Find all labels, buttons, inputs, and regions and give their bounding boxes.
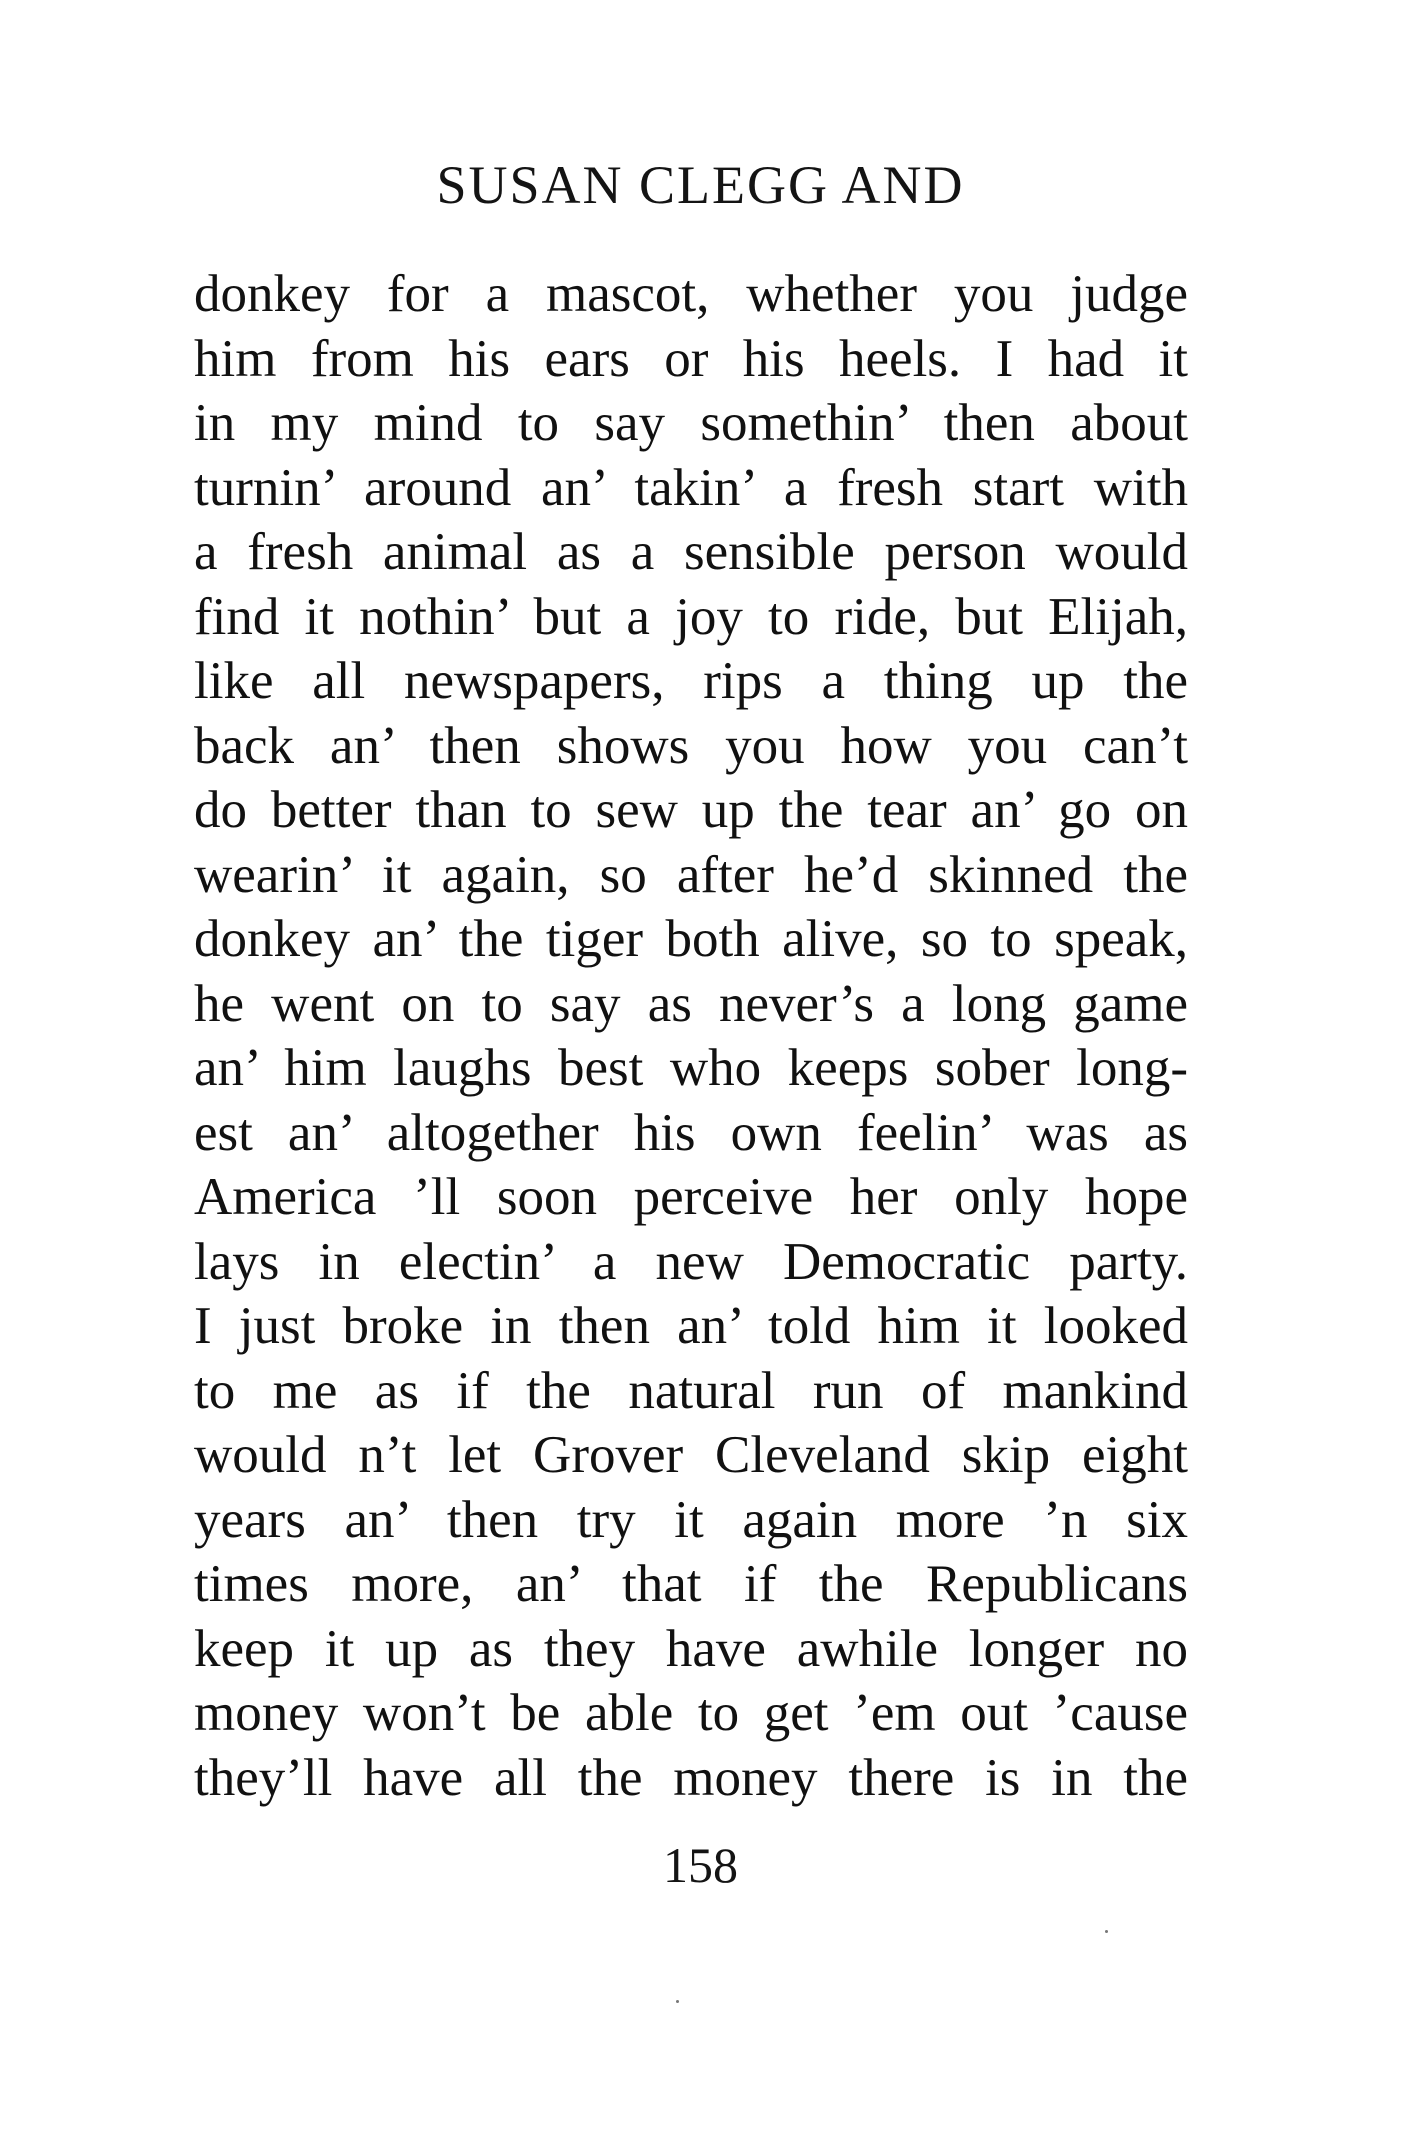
text-line: keep it up as they have awhile longer no [194,1619,1188,1678]
text-line: times more, an’ that if the Republicans [194,1555,1188,1613]
text-line: find it nothin’ but a joy to ride, but Elijah, [194,587,1188,646]
text-line: him from his ears or his heels. I had it [194,329,1188,388]
text-line: a fresh animal as a sensible person would [194,523,1188,581]
text-line: would n’t let Grover Cleveland skip eight [194,1426,1188,1484]
page-body-text [194,262,1188,1810]
text-line: to me as if the natural run of mankind [194,1361,1188,1420]
running-head: SUSAN CLEGG AND [436,155,965,215]
text-line: donkey for a mascot, whether you judge [194,265,1188,323]
text-line: he went on to say as never’s a long game [194,974,1188,1033]
text-line: they’ll have all the money there is in the [194,1748,1188,1807]
text-line: America ’ll soon perceive her only hope [194,1168,1188,1226]
text-line: like all newspapers, rips a thing up the [194,652,1188,710]
text-line: wearin’ it again, so after he’d skinned the [194,845,1188,904]
scan-speck [676,2000,679,2003]
text-line: in my mind to say somethin’ then about [194,394,1188,452]
scan-speck [1105,1930,1108,1933]
page-number: 158 [663,1837,738,1893]
text-line: lays in electin’ a new Democratic party. [194,1232,1188,1291]
text-line: I just broke in then an’ told him it looked [194,1297,1188,1355]
text-line: donkey an’ the tiger both alive, so to speak, [194,910,1188,968]
text-line: turnin’ around an’ takin’ a fresh start with [194,458,1188,517]
text-line: years an’ then try it again more ’n six [194,1490,1188,1549]
text-line: est an’ altogether his own feelin’ was as [194,1103,1188,1162]
text-line: back an’ then shows you how you can’t [194,716,1188,775]
text-line: an’ him laughs best who keeps sober long- [194,1039,1188,1097]
text-line: money won’t be able to get ’em out ’cause [194,1684,1188,1742]
text-line: do better than to sew up the tear an’ go on [194,781,1188,839]
